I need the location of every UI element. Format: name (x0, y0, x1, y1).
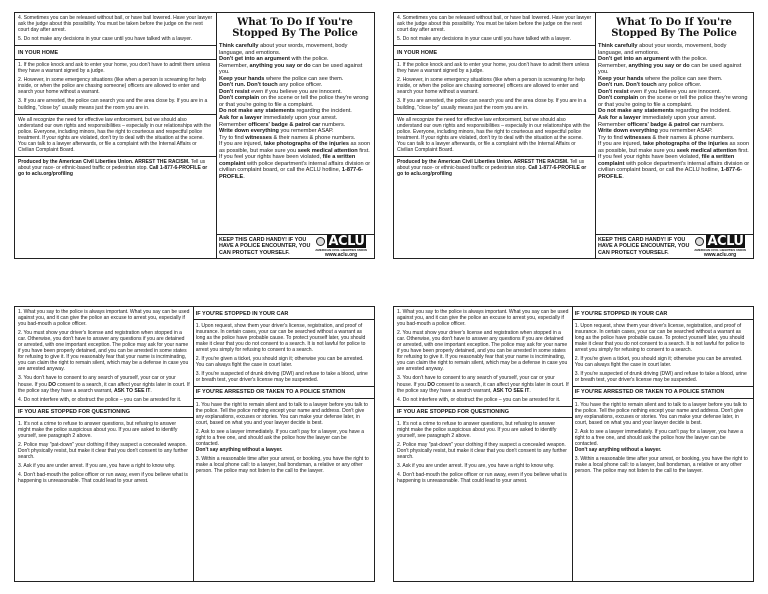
inline-text: consent to a search, it can affect your rights later in court. If the police say they have a search warrant, (18, 381, 190, 394)
speech-paragraph: 1. What you say to the police is always important. What you say can be used against you, and it can give the police an excuse to arrest you, especially if you bad-mouth a police officer. (18, 309, 190, 328)
inline-text: about your words, movement, body language, and emotions. (598, 43, 727, 56)
divider (394, 45, 595, 46)
front-left-column (394, 13, 595, 258)
in-your-home-heading: IN YOUR HOME (397, 50, 438, 57)
keep-card-bar (216, 234, 374, 258)
inline-text: If you are injured, (598, 141, 643, 148)
inline-text: immediately upon your arrest. (261, 115, 338, 122)
inline-text: as soon as possible, but make sure you (219, 141, 371, 154)
produced-by-paragraph (397, 159, 592, 177)
inline-text: numbers. (699, 121, 725, 128)
front-right-column (595, 13, 753, 258)
aclu-logo (690, 235, 750, 258)
inline-text: . (529, 387, 531, 394)
inline-text: with the police. (668, 56, 708, 63)
inline-text: as soon as possible, but make sure you (598, 141, 750, 154)
tip-complaint (219, 154, 371, 180)
inline-text: 3. You don't have to consent to any search of yourself, your car or your house. If you (397, 375, 555, 388)
inline-text: Write down everything (219, 128, 279, 135)
inline-text: first. (357, 147, 370, 154)
statue-of-liberty-icon (695, 237, 704, 246)
inline-text: officers' badge & patrol car (627, 121, 700, 128)
questioning-paragraph-1: 1. It's not a crime to refuse to answer questions, but refusing to answer might make the police suspicious about you. If you are asked to identify yourself, see paragraph 2 above. (18, 420, 178, 439)
inline-text: seek medical attention (297, 147, 358, 154)
card-title: What To Do If You're Stopped By The Police (232, 17, 358, 39)
inline-text: on the scene or tell the police they're wrong or that you're going to file a complaint. (219, 95, 369, 108)
back-left-column (15, 307, 193, 581)
station-paragraph-2 (196, 429, 371, 453)
inline-text: file a written complaint (219, 154, 356, 167)
inline-text: Remember (219, 121, 249, 128)
law-enforcement-paragraph: We all recognize the need for effective law enforcement, but we should also understand our own rights and responsibilities – especially in our relationships with the police. Everyone, including minors, has the right to courteous and respectful police treatment. If your rights are violated, don't try to deal with the situation at the scene. You can talk to a lawyer afterwards, or file a complaint with the Internal Affairs or Civilian Complaint Board. (18, 116, 212, 153)
inline-text: If you are injured, (219, 141, 264, 148)
inline-text: Try to find (219, 134, 246, 141)
arrested-heading: IF YOU'RE ARRESTED OR TAKEN TO A POLICE STATION (193, 386, 374, 398)
car-paragraph-2: 2. If you're given a ticket, you should sign it; otherwise you can be arrested. You can always fight the case in court later. (195, 356, 364, 369)
aclu-url: www.aclu.org (324, 252, 358, 258)
inline-text: you remember ASAP. (657, 128, 713, 135)
inline-text: even if you believe you are innocent. (628, 88, 721, 95)
interfere-paragraph: 4. Do not interfere with, or obstruct the police – you can be arrested for it. (18, 396, 182, 403)
card-title: What To Do If You're Stopped By The Police (611, 17, 737, 39)
inline-text: Don't complain (219, 95, 260, 102)
keep-card-text: KEEP THIS CARD HANDY! IF YOU HAVE A POLICE ENCOUNTER, YOU CAN PROTECT YOURSELF. (598, 236, 690, 256)
inline-text: Remember, (598, 62, 629, 69)
tip-complaint (598, 154, 750, 180)
aclu-logo (311, 235, 371, 258)
car-heading: IF YOU'RE STOPPED IN YOUR CAR (193, 309, 374, 320)
divider (15, 114, 216, 115)
inline-text: ASK TO SEE IT (492, 387, 530, 394)
inline-text: officers' badge & patrol car (248, 121, 321, 128)
in-your-home-heading: IN YOUR HOME (18, 50, 59, 57)
inline-text: consent to a search, it can affect your rights later in court. If the police say they have a search warrant, (397, 381, 569, 394)
car-paragraph-3: 3. If you're suspected of drunk driving (DWI) and refuse to take a blood, urine or breath test, your driver's license may be suspended. (574, 371, 747, 384)
tip-think (219, 43, 371, 56)
divider (15, 59, 216, 60)
divider (394, 156, 595, 157)
inline-text: witnesses (245, 134, 272, 141)
questioning-heading: IF YOU ARE STOPPED FOR QUESTIONING (394, 406, 572, 418)
station-paragraph-2 (575, 429, 750, 453)
inline-text: witnesses (624, 134, 651, 141)
inline-text: even if you believe you are innocent. (249, 88, 342, 95)
produced-by-bold: Produced by the American Civil Liberties Union. ARREST THE RACISM. (397, 158, 569, 165)
inline-text: Don't complain (598, 95, 639, 102)
keep-card-bar (595, 234, 753, 258)
inline-text: ASK TO SEE IT (113, 387, 151, 394)
speech-paragraph: 1. What you say to the police is always important. What you say can be used against you, and it can give the police an excuse to arrest you, especially if you bad-mouth a police officer. (397, 309, 569, 328)
inline-text: take photographs of the injuries (263, 141, 349, 148)
tip-anything (219, 63, 371, 76)
inline-text: regarding the incident. (673, 108, 731, 115)
questioning-paragraph-4: 4. Don't bad-mouth the police officer or run away, even if you believe what is happening is unreasonable. That could lead to your arrest. (18, 472, 188, 485)
home-paragraph-1: 1. If the police knock and ask to enter your home, you don't have to admit them unless they have a warrant signed by a judge. (397, 62, 590, 75)
questioning-paragraph-4: 4. Don't bad-mouth the police officer or run away, even if you believe what is happening is unreasonable. That could lead to your arrest. (397, 472, 567, 485)
inline-text: Think carefully (598, 43, 638, 49)
questioning-heading: IF YOU ARE STOPPED FOR QUESTIONING (15, 406, 193, 418)
keep-card-text: KEEP THIS CARD HANDY! IF YOU HAVE A POLICE ENCOUNTER, YOU CAN PROTECT YOURSELF. (219, 236, 311, 256)
inline-text: Keep your hands (219, 75, 265, 82)
inline-text: Remember (598, 121, 628, 128)
tip-injuries (219, 141, 371, 154)
station-paragraph-1: 1. You have the right to remain silent and to talk to a lawyer before you talk to the police. Tell the police nothing except your name and address. Don't give any explanations, excuses or stories. You can make your defense later, in court, based on what you and your lawyer decide is best. (574, 401, 747, 426)
inline-text: Remember, (219, 62, 250, 69)
aclu-subtitle: AMERICAN CIVIL LIBERTIES UNION (315, 248, 367, 252)
divider (394, 114, 595, 115)
produced-by-paragraph (18, 159, 213, 177)
inline-text: 3. You don't have to consent to any search of yourself, your car or your house. If you (18, 375, 176, 388)
aclu-wordmark: ACLU (328, 234, 365, 249)
inline-text: Don't run. Don't touch (219, 82, 278, 89)
questioning-paragraph-3: 3. Ask if you are under arrest. If you are, you have a right to know why. (18, 462, 176, 469)
tip-anything (598, 63, 750, 76)
profiling-hotline: Call 1-877-6-PROFILE or go to aclu.org/profiling (397, 164, 587, 177)
inline-text: & their names & phone numbers. (651, 134, 735, 141)
aclu-wordmark: ACLU (707, 234, 744, 249)
license-paragraph: 2. You must show your driver's license and registration when stopped in a car. Otherwise, you don't have to answer any questions if you are detained or arrested, with one important exception. The police may ask for your name if you have been properly detained, and you can be arrested in some states for refusing to give it. If you reasonably fear that your name is incriminating, you can claim the right to remain silent, which may be a defense in case you are arrested anyway. (397, 330, 568, 373)
bail-paragraph: 4. Sometimes you can be released without bail, or have bail lowered. Have your lawyer ask the judge about this possibility. You must be taken before the judge on the next court day after arrest. (18, 15, 213, 34)
inline-text: 2. Ask to see a lawyer immediately. If you can't pay for a lawyer, you have a right to a free one, and should ask the police how the lawyer can be contacted. (195, 428, 365, 447)
tip-complain (598, 95, 750, 108)
inline-text: . (622, 173, 624, 180)
inline-text: 1-877-6-PROFILE (598, 167, 743, 180)
front-left-column (15, 13, 216, 258)
inline-text: If you feel your rights have been violated, (219, 154, 323, 161)
license-paragraph: 2. You must show your driver's license and registration when stopped in a car. Otherwise, you don't have to answer any questions if you are detained or arrested, with one important exception. The police may ask for your name if you have been properly detained, and you can be arrested in some states for refusing to give it. If you reasonably fear that your name is incriminating, you can claim the right to remain silent, which may be a defense in case you are arrested anyway. (18, 330, 189, 373)
inline-text: where the police can see them. (643, 75, 723, 82)
inline-text: . (243, 173, 245, 180)
inline-text: take photographs of the injuries (642, 141, 728, 148)
car-heading: IF YOU'RE STOPPED IN YOUR CAR (572, 309, 753, 320)
tip-think (598, 43, 750, 56)
inline-text: Try to find (598, 134, 625, 141)
back-right-column (572, 307, 753, 581)
home-paragraph-2: 2. However, in some emergency situations (like when a person is screaming for help inside, or when the police are chasing someone) officers are allowed to enter and search your home without a warrant. (18, 77, 206, 96)
inline-text: with police department's internal affairs division or civilian complaint board, or call the ACLU hotline, (598, 160, 750, 174)
inline-text: Think carefully (219, 43, 259, 49)
tip-injuries (598, 141, 750, 154)
front-card-left (14, 12, 375, 259)
inline-text: with the police. (289, 56, 329, 63)
home-paragraph-2: 2. However, in some emergency situations (like when a person is screaming for help inside, or when the police are chasing someone) officers are allowed to enter and search your home without a warrant. (397, 77, 585, 96)
home-paragraph-3: 3. If you are arrested, the police can search you and the area close by. If you are in a building, "close by" usually means just the room you are in. (397, 98, 587, 111)
back-left-column (394, 307, 572, 581)
car-paragraph-1: 1. Upon request, show them your driver's license, registration, and proof of insurance. In certain cases, your car can be searched without a warrant as long as the police have probable cause. To protect yourself later, you should make it clear that you do not consent to a search. It is not lawful for police to arrest you simply for refusing to consent to a search. (195, 323, 366, 354)
home-paragraph-3: 3. If you are arrested, the police can search you and the area close by. If you are in a building, "close by" usually means just the room you are in. (18, 98, 208, 111)
inline-text: & their names & phone numbers. (272, 134, 356, 141)
inline-text: numbers. (320, 121, 346, 128)
consent-paragraph (18, 375, 190, 393)
questioning-paragraph-2: 2. Police may "pat-down" your clothing if they suspect a concealed weapon. Don't physically resist, but make it clear that you don't consent to any further search. (397, 441, 567, 460)
divider (15, 156, 216, 157)
inline-text: with police department's internal affairs division or civilian complaint board, or call the ACLU hotline, (219, 160, 371, 174)
questioning-paragraph-2: 2. Police may "pat-down" your clothing if they suspect a concealed weapon. Don't physically resist, but make it clear that you don't consent to any further search. (18, 441, 188, 460)
back-card-right (393, 306, 754, 582)
inline-text: any police officer. (277, 82, 323, 89)
inline-text: Ask for a lawyer (598, 115, 641, 122)
inline-text: DO (48, 381, 56, 388)
questioning-paragraph-1: 1. It's not a crime to refuse to answer questions, but refusing to answer might make the police suspicious about you. If you are asked to identify yourself, see paragraph 2 above. (397, 420, 557, 439)
divider (15, 45, 216, 46)
back-card-left (14, 306, 375, 582)
consent-paragraph (397, 375, 569, 393)
inline-text: seek medical attention (676, 147, 737, 154)
interfere-paragraph: 4. Do not interfere with, or obstruct the police – you can be arrested for it. (397, 396, 561, 403)
inline-text: Do not make any statements (598, 108, 674, 115)
inline-text: Write down everything (598, 128, 658, 135)
inline-text: Don't resist (598, 88, 629, 95)
inline-text: Ask for a lawyer (219, 115, 262, 122)
inline-text: file a written complaint (598, 154, 735, 167)
inline-text: can be used against you. (598, 62, 742, 76)
inline-text: Don't say anything without a lawyer. (574, 446, 662, 453)
produced-by-bold: Produced by the American Civil Liberties Union. ARREST THE RACISM. (18, 158, 190, 165)
inline-text: anything you say or do (628, 62, 690, 69)
aclu-url: www.aclu.org (703, 252, 737, 258)
inline-text: can be used against you. (219, 62, 363, 76)
front-card-right (393, 12, 754, 259)
aclu-subtitle: AMERICAN CIVIL LIBERTIES UNION (694, 248, 746, 252)
car-paragraph-2: 2. If you're given a ticket, you should sign it; otherwise you can be arrested. You can always fight the case in court later. (574, 356, 743, 369)
inline-text: If you feel your rights have been violated, (598, 154, 702, 161)
inline-text: Don't get into an argument (219, 56, 290, 63)
inline-text: immediately upon your arrest. (640, 115, 717, 122)
inline-text: Don't get into an argument (598, 56, 669, 63)
inline-text: 2. Ask to see a lawyer immediately. If you can't pay for a lawyer, you have a right to a free one, and should ask the police how the lawyer can be contacted. (574, 428, 744, 447)
inline-text: Don't say anything without a lawyer. (195, 446, 283, 453)
home-paragraph-1: 1. If the police knock and ask to enter your home, you don't have to admit them unless they have a warrant signed by a judge. (18, 62, 211, 75)
station-paragraph-3: 3. Within a reasonable time after your arrest, or booking, you have the right to make a local phone call: to a lawyer, bail bondsman, a relative or any other person. The police may not listen to the call to the lawyer. (195, 455, 369, 474)
inline-text: 1-877-6-PROFILE (219, 167, 364, 180)
back-right-column (193, 307, 374, 581)
arrested-heading: IF YOU'RE ARRESTED OR TAKEN TO A POLICE STATION (572, 386, 753, 398)
decisions-paragraph: 5. Do not make any decisions in your case until you have talked with a lawyer. (18, 36, 192, 43)
tip-complain (219, 95, 371, 108)
inline-text: . (150, 387, 152, 394)
divider (394, 59, 595, 60)
station-paragraph-1: 1. You have the right to remain silent and to talk to a lawyer before you talk to the police. Tell the police nothing except your name and address. Don't give any explanations, excuses or stories. You can make your defense later, in court, based on what you and your lawyer decide is best. (195, 401, 368, 426)
inline-text: on the scene or tell the police they're wrong or that you're going to file a complaint. (598, 95, 748, 108)
produced-by-text: Tell us about your race- or ethnic-based traffic or pedestrian stop. (397, 158, 585, 171)
inline-text: Don't run. Don't touch (598, 82, 657, 89)
inline-text: Don't resist (219, 88, 250, 95)
inline-text: Keep your hands (598, 75, 644, 82)
inline-text: you remember ASAP. (278, 128, 334, 135)
statue-of-liberty-icon (316, 237, 325, 246)
inline-text: DO (427, 381, 435, 388)
inline-text: any police officer. (656, 82, 702, 89)
front-right-column (216, 13, 374, 258)
inline-text: regarding the incident. (294, 108, 352, 115)
produced-by-text: Tell us about your race- or ethnic-based traffic or pedestrian stop. (18, 158, 206, 171)
inline-text: anything you say or do (249, 62, 311, 69)
car-paragraph-3: 3. If you're suspected of drunk driving (DWI) and refuse to take a blood, urine or breath test, your driver's license may be suspended. (195, 371, 368, 384)
inline-text: Do not make any statements (219, 108, 295, 115)
station-paragraph-3: 3. Within a reasonable time after your arrest, or booking, you have the right to make a local phone call: to a lawyer, bail bondsman, a relative or any other person. The police may not listen to the call to the lawyer. (574, 455, 748, 474)
decisions-paragraph: 5. Do not make any decisions in your case until you have talked with a lawyer. (397, 36, 571, 43)
inline-text: about your words, movement, body language, and emotions. (219, 43, 348, 56)
profiling-hotline: Call 1-877-6-PROFILE or go to aclu.org/profiling (18, 164, 208, 177)
inline-text: where the police can see them. (264, 75, 344, 82)
questioning-paragraph-3: 3. Ask if you are under arrest. If you are, you have a right to know why. (397, 462, 555, 469)
bail-paragraph: 4. Sometimes you can be released without bail, or have bail lowered. Have your lawyer ask the judge about this possibility. You must be taken before the judge on the next court day after arrest. (397, 15, 592, 34)
inline-text: first. (736, 147, 749, 154)
law-enforcement-paragraph: We all recognize the need for effective law enforcement, but we should also understand our own rights and responsibilities – especially in our relationships with the police. Everyone, including minors, has the right to courteous and respectful police treatment. If your rights are violated, don't try to deal with the situation at the scene. You can talk to a lawyer afterwards, or file a complaint with the Internal Affairs or Civilian Complaint Board. (397, 116, 591, 153)
car-paragraph-1: 1. Upon request, show them your driver's license, registration, and proof of insurance. In certain cases, your car can be searched without a warrant as long as the police have probable cause. To protect yourself later, you should make it clear that you do not consent to a search. It is not lawful for police to arrest you simply for refusing to consent to a search. (574, 323, 745, 354)
